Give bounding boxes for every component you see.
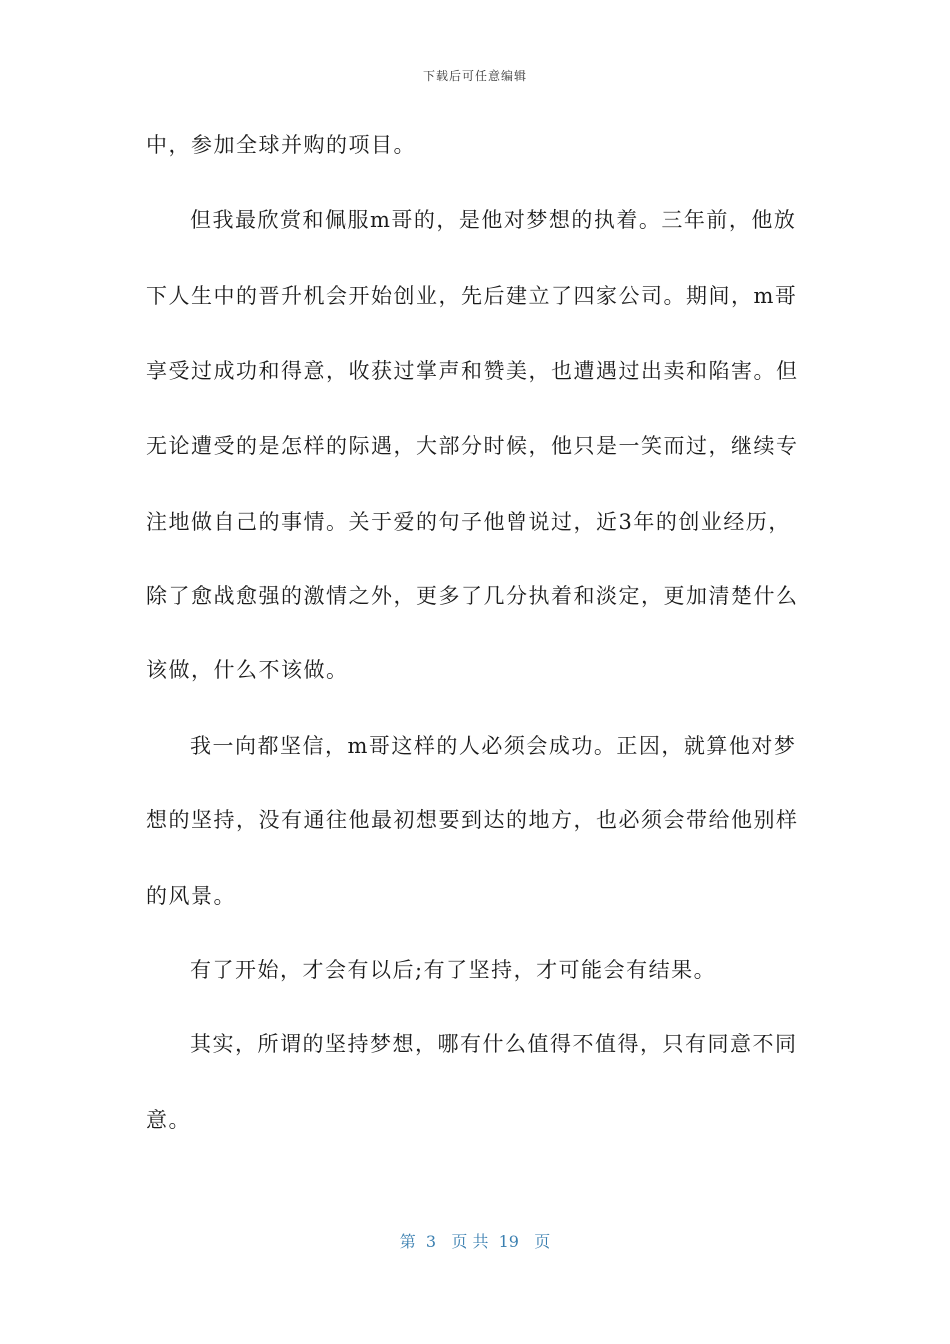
text-line: 中，参加全球并购的项目。	[146, 133, 416, 157]
paragraph-start-line: 我一向都坚信，m哥这样的人必须会成功。正因，就算他对梦	[190, 734, 797, 758]
text-line: 下人生中的晋升机会开始创业，先后建立了四家公司。期间，m哥	[146, 284, 798, 308]
text-line: 享受过成功和得意，收获过掌声和赞美，也遭遇过出卖和陷害。但	[146, 359, 799, 383]
paragraph-start-line: 有了开始，才会有以后;有了坚持，才可能会有结果。	[190, 958, 717, 982]
text-line: 注地做自己的事情。关于爱的句子他曾说过，近3年的创业经历，	[146, 510, 791, 534]
page-header: 下载后可任意编辑	[422, 69, 527, 83]
text-line: 的风景。	[146, 884, 236, 908]
text-line: 无论遭受的是怎样的际遇，大部分时候，他只是一笑而过，继续专	[146, 434, 799, 458]
text-line: 想的坚持，没有通往他最初想要到达的地方，也必须会带给他别样	[146, 808, 799, 832]
paragraph-start-line: 其实，所谓的坚持梦想，哪有什么值得不值得，只有同意不同	[190, 1032, 798, 1056]
text-line: 除了愈战愈强的激情之外，更多了几分执着和淡定，更加清楚什么	[146, 584, 799, 608]
text-line: 该做，什么不该做。	[146, 658, 349, 682]
text-line: 意。	[146, 1108, 191, 1132]
paragraph-start-line: 但我最欣赏和佩服m哥的，是他对梦想的执着。三年前，他放	[190, 208, 797, 232]
page-footer: 第 3 页 共 19 页	[399, 1232, 551, 1251]
